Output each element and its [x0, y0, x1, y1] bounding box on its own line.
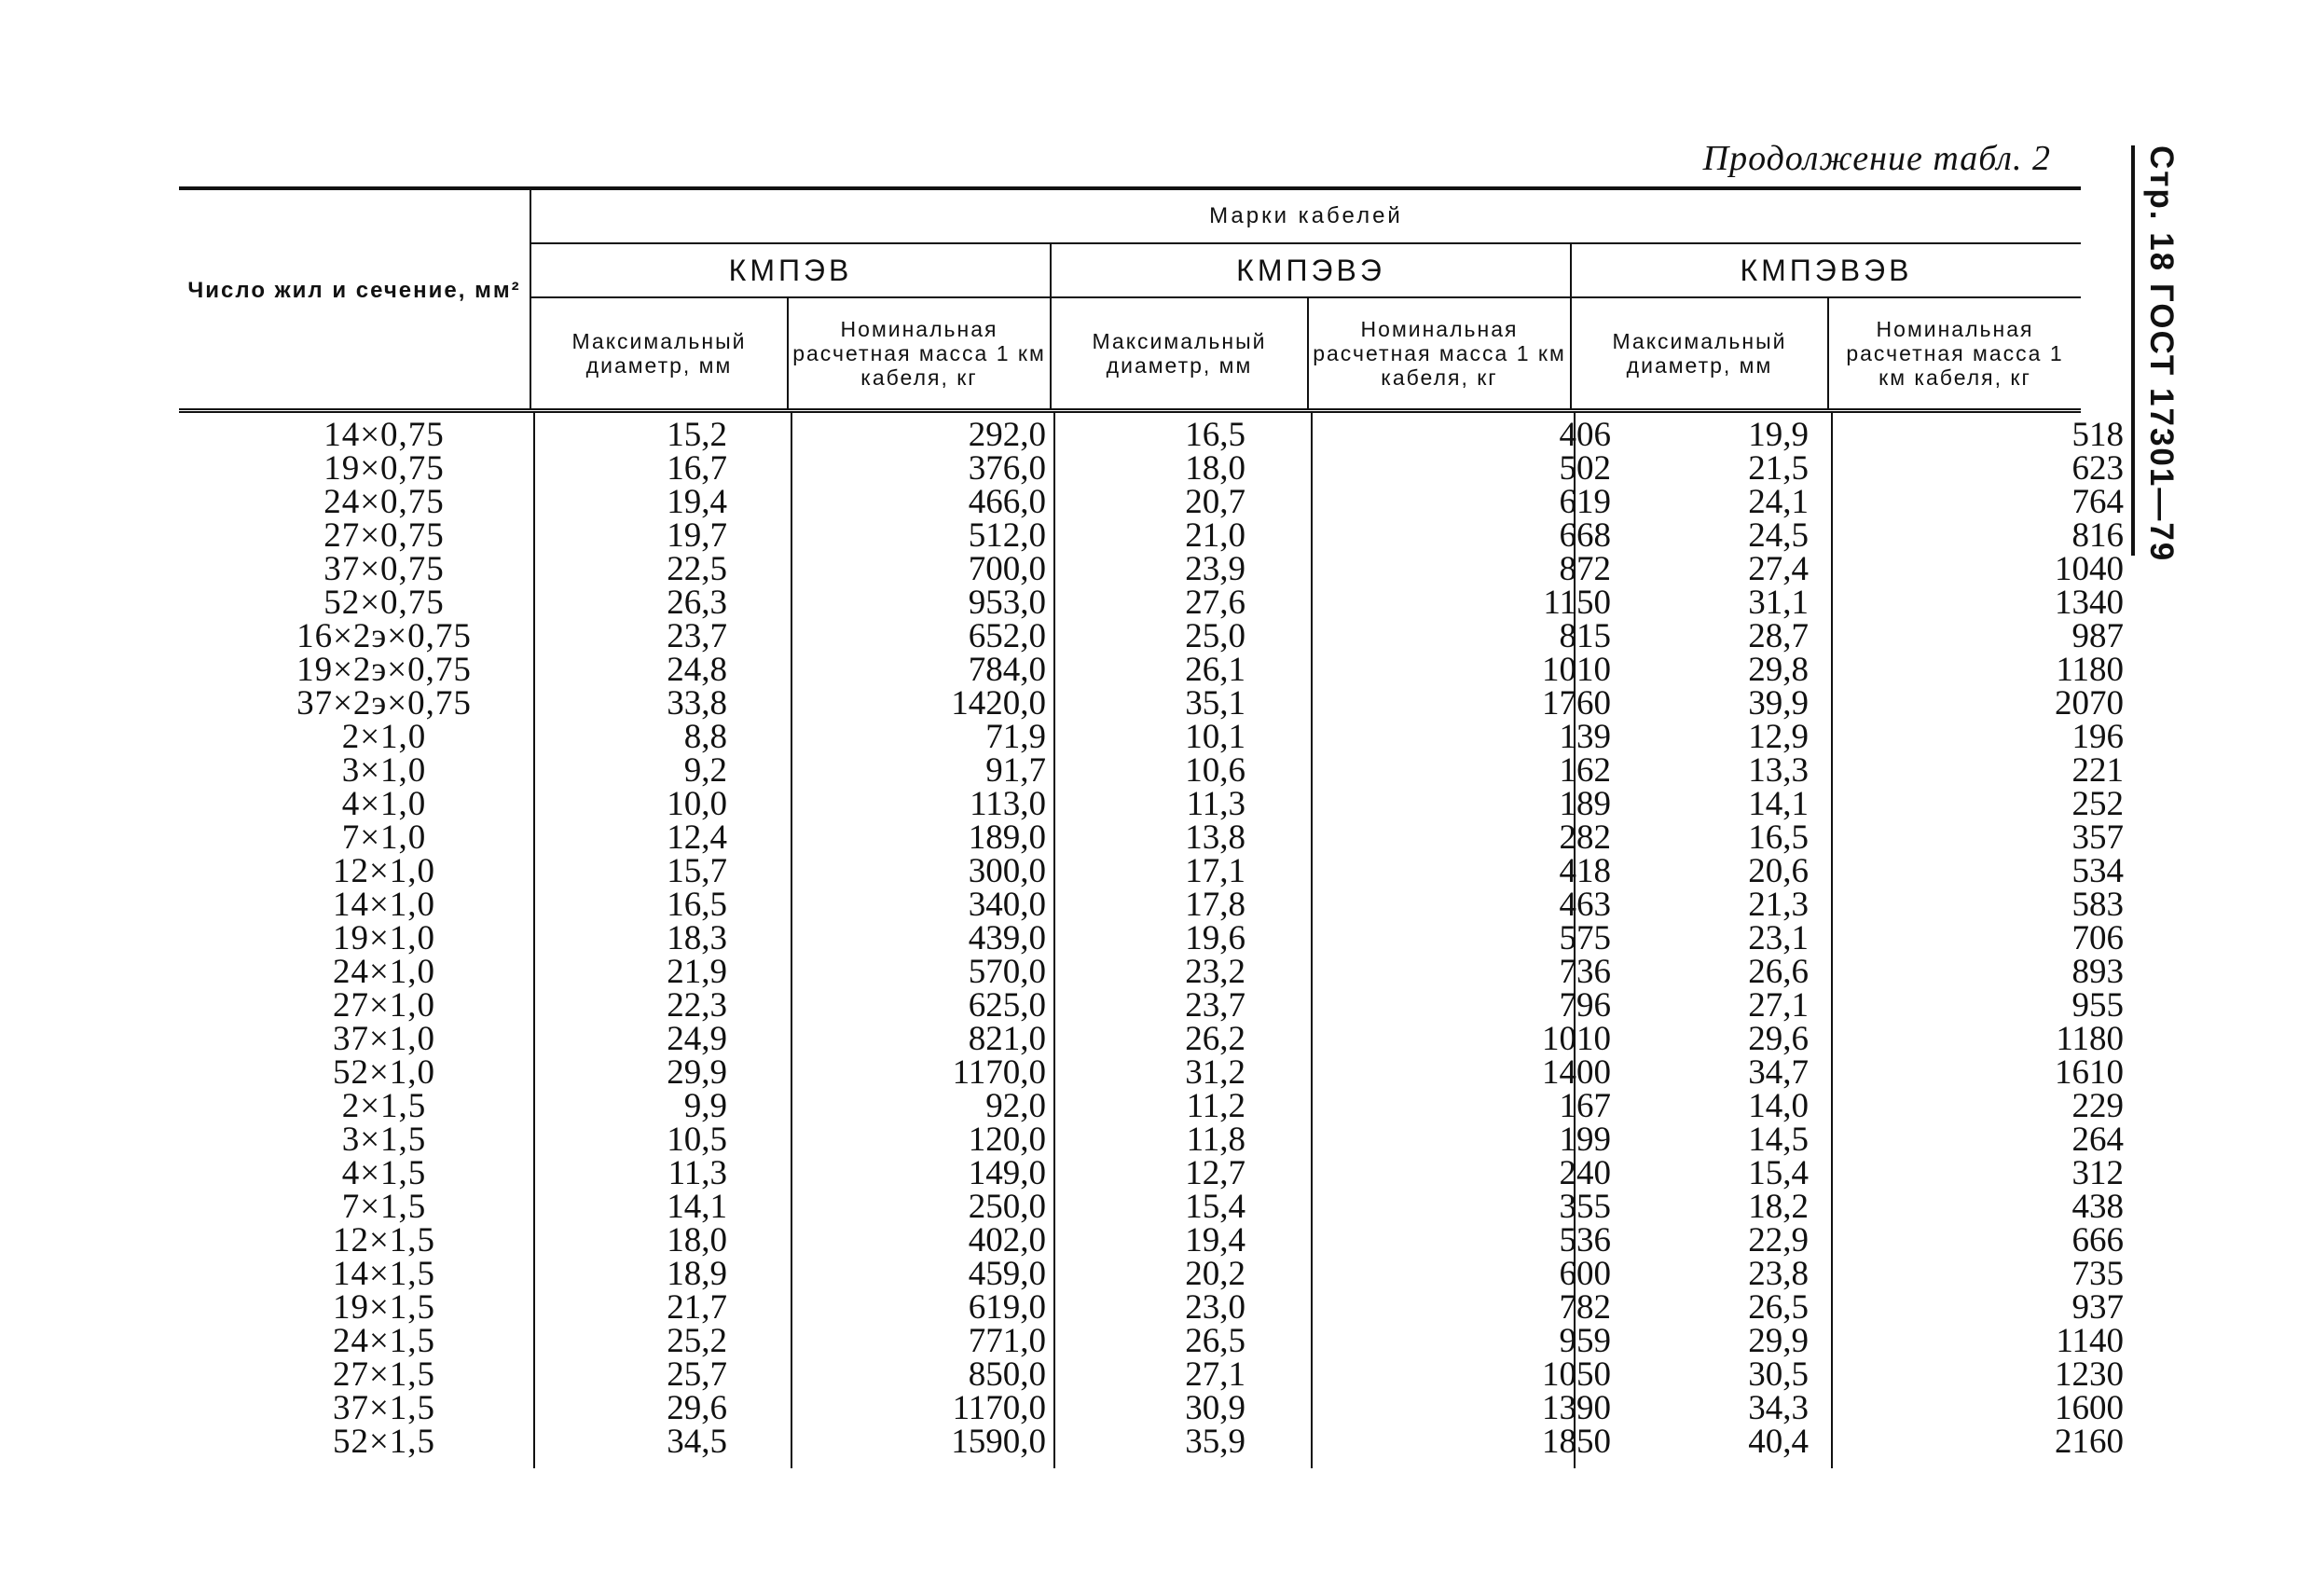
table-cell: 815 [1559, 617, 1611, 655]
table-cell: 625,0 [968, 986, 1046, 1025]
table-cell: 1760 [1542, 684, 1611, 722]
table-cell: 24,1 [1748, 483, 1809, 521]
table-cell: 706 [2071, 919, 2124, 957]
table-cell: 4×1,5 [341, 1154, 427, 1192]
table-cell: 10,6 [1185, 751, 1245, 790]
table-cell: 14,1 [667, 1188, 727, 1226]
table-cell: 357 [2071, 819, 2124, 857]
column-divider [1053, 413, 1055, 1468]
table-cell: 534 [2071, 852, 2124, 890]
table-cell: 816 [2071, 516, 2124, 555]
column-kmpev-diameter [608, 416, 727, 1461]
table-cell: 4×1,0 [341, 785, 427, 823]
table-cell: 27,1 [1748, 986, 1809, 1025]
table-cell: 139 [1559, 718, 1611, 756]
table-cell: 872 [1559, 550, 1611, 588]
table-cell: 31,1 [1748, 584, 1809, 622]
table-cell: 21,3 [1748, 886, 1809, 924]
table-cell: 623 [2071, 449, 2124, 488]
table-cell: 12×1,0 [332, 852, 436, 890]
table-cell: 21,7 [667, 1288, 727, 1327]
table-cell: 11,3 [1186, 785, 1245, 823]
table-cell: 1400 [1542, 1053, 1611, 1092]
header-kmpeve-diameter: Максимальный диаметр, мм [1092, 329, 1267, 378]
table-cell: 1010 [1542, 651, 1611, 689]
table-cell: 735 [2071, 1255, 2124, 1293]
table-cell: 240 [1559, 1154, 1611, 1192]
table-cell: 149,0 [968, 1154, 1046, 1192]
table-cell: 1040 [2055, 550, 2124, 588]
table-body [179, 413, 2124, 1472]
table-cell: 15,4 [1185, 1188, 1245, 1226]
table-cell: 35,1 [1185, 684, 1245, 722]
header-kmpev-diameter: Максимальный диаметр, мм [571, 329, 747, 378]
table-cell: 619,0 [968, 1288, 1046, 1327]
table-cell: 18,0 [667, 1221, 727, 1259]
table-cell: 459,0 [968, 1255, 1046, 1293]
table-cell: 52×1,0 [332, 1053, 436, 1092]
table-cell: 25,2 [667, 1322, 727, 1360]
table-cell: 26,1 [1185, 651, 1245, 689]
table-cell: 502 [1559, 449, 1611, 488]
table-cell: 1610 [2055, 1053, 2124, 1092]
table-cell: 3×1,5 [341, 1121, 427, 1159]
header-kmpevev-mass: Номинальная расчетная масса 1 км кабеля, кг [1846, 317, 2064, 390]
table-cell: 12,7 [1185, 1154, 1245, 1192]
table-cell: 113,0 [970, 785, 1046, 823]
table-cell: 19×1,5 [332, 1288, 436, 1327]
table-cell: 30,5 [1748, 1355, 1809, 1394]
column-divider [1831, 413, 1833, 1468]
table-cell: 21,0 [1185, 516, 1245, 555]
table-cell: 782 [1559, 1288, 1611, 1327]
table-cell: 19,4 [1185, 1221, 1245, 1259]
header-cable-brands: Марки кабелей [1209, 203, 1403, 228]
table-cell: 35,9 [1185, 1423, 1245, 1461]
table-cell: 39,9 [1748, 684, 1809, 722]
table-cell: 850,0 [968, 1355, 1046, 1394]
table-cell: 668 [1559, 516, 1611, 555]
table-cell: 23,1 [1748, 919, 1809, 957]
table-cell: 463 [1559, 886, 1611, 924]
table-cell: 24×0,75 [323, 483, 445, 521]
table-cell: 11,8 [1186, 1121, 1245, 1159]
header-kmpev-mass: Номинальная расчетная масса 1 км кабеля, кг [792, 317, 1046, 390]
table-cell: 12,4 [667, 819, 727, 857]
table-cell: 37×0,75 [323, 550, 445, 588]
table-cell: 376,0 [968, 449, 1046, 488]
page-standard-label: Стр. 18 ГОСТ 17301—79 [2143, 145, 2180, 563]
table-cell: 19×0,75 [323, 449, 445, 488]
table-cell: 438 [2071, 1188, 2124, 1226]
header-divider [1827, 298, 1829, 408]
table-cell: 10,0 [667, 785, 727, 823]
table-cell: 7×1,5 [341, 1188, 427, 1226]
table-cell: 11,2 [1186, 1087, 1245, 1125]
table-cell: 19×2э×0,75 [296, 651, 472, 689]
table-cell: 37×1,0 [332, 1020, 436, 1058]
table-cell: 92,0 [985, 1087, 1046, 1125]
table-cell: 14×1,0 [332, 886, 436, 924]
table-cell: 1050 [1542, 1355, 1611, 1394]
header-brand-kmpev: КМПЭВ [728, 253, 853, 287]
table-cell: 33,8 [667, 684, 727, 722]
table-cell: 27,4 [1748, 550, 1809, 588]
table-cell: 1180 [2056, 651, 2124, 689]
table-cell: 439,0 [968, 919, 1046, 957]
table-cell: 736 [1559, 953, 1611, 991]
table-cell: 14,1 [1748, 785, 1809, 823]
table-cell: 15,7 [667, 852, 727, 890]
table-cell: 12,9 [1748, 718, 1809, 756]
header-divider [787, 298, 789, 408]
table-cell: 512,0 [968, 516, 1046, 555]
table-cell: 24,8 [667, 651, 727, 689]
table-cell: 1590,0 [951, 1423, 1046, 1461]
table-cell: 292,0 [968, 416, 1046, 454]
table-cell: 229 [2071, 1087, 2124, 1125]
table-cell: 652,0 [968, 617, 1046, 655]
table-cell: 16,5 [1185, 416, 1245, 454]
header-rule [531, 296, 2081, 298]
table-cell: 282 [1559, 819, 1611, 857]
table-cell: 575 [1559, 919, 1611, 957]
table-cell: 600 [1559, 1255, 1611, 1293]
table-cell: 37×2э×0,75 [296, 684, 472, 722]
table-cell: 19,6 [1185, 919, 1245, 957]
table-cell: 14,5 [1748, 1121, 1809, 1159]
table-cell: 23,0 [1185, 1288, 1245, 1327]
table-cell: 1340 [2055, 584, 2124, 622]
table-cell: 24,5 [1748, 516, 1809, 555]
table-cell: 402,0 [968, 1221, 1046, 1259]
table-cell: 2070 [2055, 684, 2124, 722]
table-cell: 821,0 [968, 1020, 1046, 1058]
table-cell: 91,7 [985, 751, 1046, 790]
table-cell: 16,5 [1748, 819, 1809, 857]
table-cell: 2160 [2055, 1423, 2124, 1461]
header-divider [1307, 298, 1309, 408]
table-cell: 23,8 [1748, 1255, 1809, 1293]
table-cell: 418 [1559, 852, 1611, 890]
table-cell: 27×1,5 [332, 1355, 436, 1394]
table-cell: 987 [2071, 617, 2124, 655]
table-cell: 23,7 [1185, 986, 1245, 1025]
header-divider [530, 190, 531, 408]
table-cell: 34,3 [1748, 1389, 1809, 1427]
table-cell: 31,2 [1185, 1053, 1245, 1092]
table-cell: 23,7 [667, 617, 727, 655]
table-cell: 189 [1559, 785, 1611, 823]
table-cell: 312 [2071, 1154, 2124, 1192]
table-cell: 11,3 [667, 1154, 727, 1192]
table-cell: 666 [2071, 1221, 2124, 1259]
table-cell: 27,6 [1185, 584, 1245, 622]
table-cell: 1850 [1542, 1423, 1611, 1461]
table-cell: 300,0 [968, 852, 1046, 890]
table-cell: 26,6 [1748, 953, 1809, 991]
table-cell: 406 [1559, 416, 1611, 454]
table-cell: 52×0,75 [323, 584, 445, 622]
table-cell: 355 [1559, 1188, 1611, 1226]
table-cell: 3×1,0 [341, 751, 427, 790]
table-cell: 27×1,0 [332, 986, 436, 1025]
header-kmpevev-diameter: Максимальный диаметр, мм [1612, 329, 1787, 378]
table-cell: 199 [1559, 1121, 1611, 1159]
table-cell: 19,4 [667, 483, 727, 521]
table-cell: 189,0 [968, 819, 1046, 857]
table-cell: 518 [2071, 416, 2124, 454]
column-kmpev-mass [906, 416, 1046, 1461]
table-cell: 26,3 [667, 584, 727, 622]
table-cell: 167 [1559, 1087, 1611, 1125]
table-cell: 20,2 [1185, 1255, 1245, 1293]
table-cell: 26,5 [1748, 1288, 1809, 1327]
table-cell: 1230 [2055, 1355, 2124, 1394]
table-cell: 120,0 [968, 1121, 1046, 1159]
header-kmpeve-mass: Номинальная расчетная масса 1 км кабеля, кг [1313, 317, 1566, 390]
table-cell: 7×1,0 [341, 819, 427, 857]
table-cell: 30,9 [1185, 1389, 1245, 1427]
table-cell: 10,5 [667, 1121, 727, 1159]
table-cell: 771,0 [968, 1322, 1046, 1360]
table-cell: 34,5 [667, 1423, 727, 1461]
table-cell: 21,5 [1748, 449, 1809, 488]
table-cell: 29,8 [1748, 651, 1809, 689]
header-brand-kmpevev: КМПЭВЭВ [1740, 253, 1913, 287]
table-cell: 25,0 [1185, 617, 1245, 655]
table-cell: 37×1,5 [332, 1389, 436, 1427]
table-cell: 1420,0 [951, 684, 1046, 722]
table-cell: 27,1 [1185, 1355, 1245, 1394]
table-cell: 14×0,75 [323, 416, 445, 454]
table-cell: 14,0 [1748, 1087, 1809, 1125]
table-cell: 959 [1559, 1322, 1611, 1360]
table-cell: 27×0,75 [323, 516, 445, 555]
table-cell: 466,0 [968, 483, 1046, 521]
column-kmpevev-diameter [1689, 416, 1809, 1461]
table-cell: 28,7 [1748, 617, 1809, 655]
table-cell: 784,0 [968, 651, 1046, 689]
table-cell: 221 [2071, 751, 2124, 790]
table-cell: 19,7 [667, 516, 727, 555]
table-cell: 17,1 [1185, 852, 1245, 890]
table-cell: 2×1,5 [341, 1087, 427, 1125]
header-divider [1050, 244, 1052, 408]
page-side-label [2131, 145, 2183, 563]
table-cell: 16×2э×0,75 [296, 617, 472, 655]
table-cell: 18,9 [667, 1255, 727, 1293]
column-divider [533, 413, 535, 1468]
table-cell: 12×1,5 [332, 1221, 436, 1259]
table-cell: 29,6 [667, 1389, 727, 1427]
table-cell: 15,4 [1748, 1154, 1809, 1192]
table-cell: 18,2 [1748, 1188, 1809, 1226]
table-cell: 23,9 [1185, 550, 1245, 588]
table-cell: 15,2 [667, 416, 727, 454]
table-cell: 796 [1559, 986, 1611, 1025]
table-cell: 1010 [1542, 1020, 1611, 1058]
table-cell: 26,2 [1185, 1020, 1245, 1058]
table-cell: 10,1 [1185, 718, 1245, 756]
table-header [179, 190, 2081, 413]
table-cell: 34,7 [1748, 1053, 1809, 1092]
table-cell: 16,5 [667, 886, 727, 924]
table-cell: 264 [2071, 1121, 2124, 1159]
column-kmpeve-mass [1521, 416, 1611, 1461]
header-rule [531, 242, 2081, 244]
table-cell: 953,0 [968, 584, 1046, 622]
table-cell: 162 [1559, 751, 1611, 790]
table-cell: 23,2 [1185, 953, 1245, 991]
table-cell: 29,9 [667, 1053, 727, 1092]
table-cell: 20,6 [1748, 852, 1809, 890]
table-cell: 2×1,0 [341, 718, 427, 756]
table-cell: 700,0 [968, 550, 1046, 588]
header-core-count-section: Число жил и сечение, мм² [187, 278, 521, 303]
table-cell: 52×1,5 [332, 1423, 436, 1461]
cable-data-table [179, 186, 2124, 1472]
table-cell: 29,6 [1748, 1020, 1809, 1058]
table-cell: 22,9 [1748, 1221, 1809, 1259]
table-cell: 1600 [2055, 1389, 2124, 1427]
table-cell: 17,8 [1185, 886, 1245, 924]
table-cell: 536 [1559, 1221, 1611, 1259]
table-cell: 937 [2071, 1288, 2124, 1327]
table-cell: 40,4 [1748, 1423, 1809, 1461]
column-core-count-section [235, 416, 533, 1461]
column-divider [1311, 413, 1313, 1468]
table-cell: 21,9 [667, 953, 727, 991]
table-cell: 24,9 [667, 1020, 727, 1058]
column-kmpeve-diameter [1130, 416, 1245, 1461]
column-kmpevev-mass [2034, 416, 2124, 1461]
table-cell: 250,0 [968, 1188, 1046, 1226]
table-cell: 893 [2071, 953, 2124, 991]
table-cell: 955 [2071, 986, 2124, 1025]
table-cell: 29,9 [1748, 1322, 1809, 1360]
header-brand-kmpeve: КМПЭВЭ [1236, 253, 1385, 287]
table-cell: 1170,0 [952, 1389, 1046, 1427]
table-cell: 1140 [2056, 1322, 2124, 1360]
table-cell: 9,2 [683, 751, 727, 790]
table-cell: 583 [2071, 886, 2124, 924]
table-cell: 24×1,5 [332, 1322, 436, 1360]
table-cell: 20,7 [1185, 483, 1245, 521]
table-cell: 764 [2071, 483, 2124, 521]
table-cell: 18,0 [1185, 449, 1245, 488]
table-cell: 19×1,0 [332, 919, 436, 957]
table-cell: 1180 [2056, 1020, 2124, 1058]
table-cell: 19,9 [1748, 416, 1809, 454]
table-cell: 8,8 [683, 718, 727, 756]
column-divider [791, 413, 792, 1468]
table-cell: 1390 [1542, 1389, 1611, 1427]
table-cell: 25,7 [667, 1355, 727, 1394]
table-cell: 18,3 [667, 919, 727, 957]
header-divider [1570, 244, 1572, 408]
table-cell: 619 [1559, 483, 1611, 521]
table-cell: 16,7 [667, 449, 727, 488]
table-cell: 13,3 [1748, 751, 1809, 790]
table-cell: 570,0 [968, 953, 1046, 991]
table-cell: 340,0 [968, 886, 1046, 924]
table-cell: 22,3 [667, 986, 727, 1025]
table-cell: 14×1,5 [332, 1255, 436, 1293]
table-cell: 1150 [1543, 584, 1611, 622]
table-cell: 1170,0 [952, 1053, 1046, 1092]
table-cell: 252 [2071, 785, 2124, 823]
table-cell: 24×1,0 [332, 953, 436, 991]
table-cell: 71,9 [985, 718, 1046, 756]
table-cell: 196 [2071, 718, 2124, 756]
table-cell: 22,5 [667, 550, 727, 588]
table-cell: 13,8 [1185, 819, 1245, 857]
table-cell: 26,5 [1185, 1322, 1245, 1360]
table-cell: 9,9 [683, 1087, 727, 1125]
table-continuation-caption: Продолжение табл. 2 [1702, 139, 2051, 178]
